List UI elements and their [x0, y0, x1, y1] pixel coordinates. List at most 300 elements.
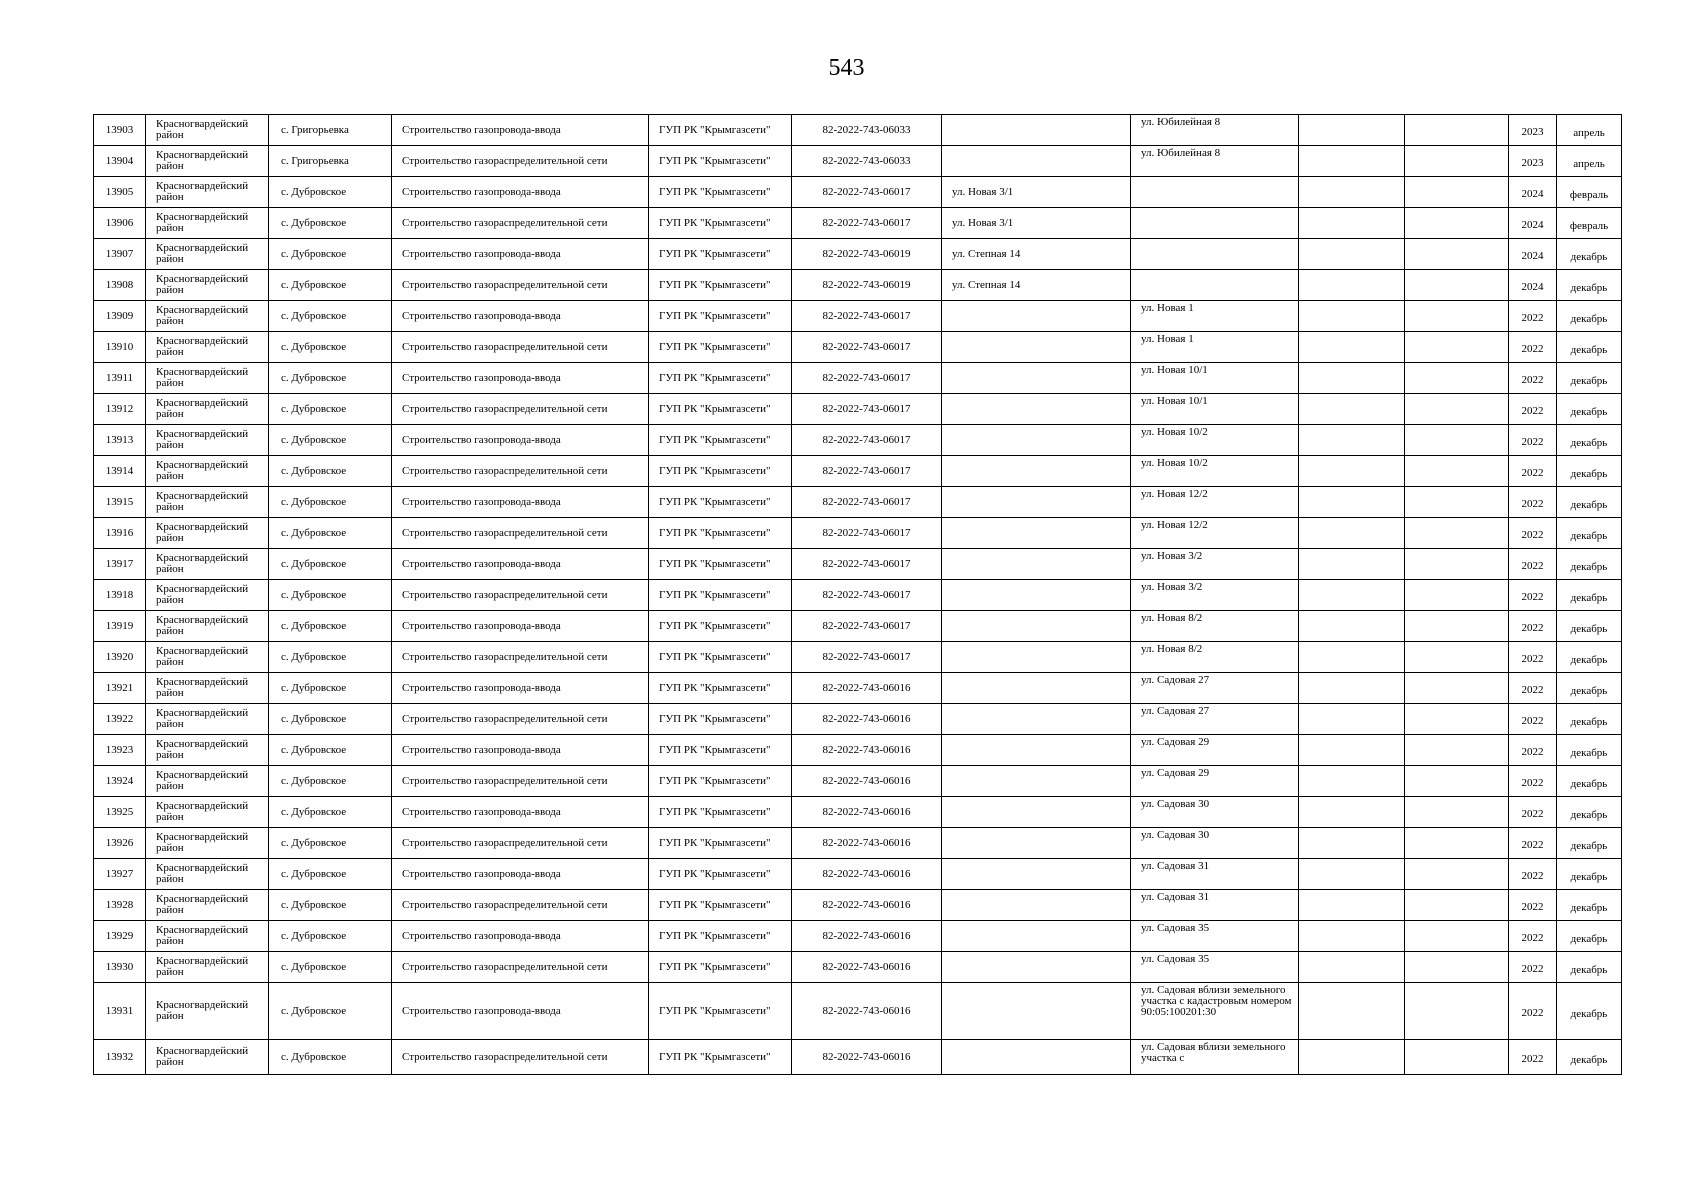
permit-number-cell: 82-2022-743-06016	[792, 952, 942, 983]
address-cell	[942, 301, 1131, 332]
operator-cell: ГУП РК "Крымгазсети"	[649, 704, 792, 735]
empty-cell	[1405, 704, 1509, 735]
month-cell: декабрь	[1557, 921, 1622, 952]
operator-cell: ГУП РК "Крымгазсети"	[649, 363, 792, 394]
empty-cell	[1299, 921, 1405, 952]
empty-cell	[1299, 115, 1405, 146]
work-type-cell: Строительство газораспределительной сети	[392, 890, 649, 921]
empty-cell	[1299, 952, 1405, 983]
row-number: 13905	[94, 177, 146, 208]
empty-cell	[1299, 518, 1405, 549]
empty-cell	[1405, 301, 1509, 332]
empty-cell	[1405, 487, 1509, 518]
address-cell	[942, 983, 1131, 1040]
permit-number-cell: 82-2022-743-06017	[792, 301, 942, 332]
operator-cell: ГУП РК "Крымгазсети"	[649, 456, 792, 487]
work-type-cell: Строительство газопровода-ввода	[392, 487, 649, 518]
operator-cell: ГУП РК "Крымгазсети"	[649, 270, 792, 301]
district-cell: Красногвардейский район	[146, 859, 269, 890]
address-alt-cell: ул. Садовая 30	[1131, 797, 1299, 828]
address-cell	[942, 890, 1131, 921]
permit-number-cell: 82-2022-743-06017	[792, 177, 942, 208]
month-cell: декабрь	[1557, 456, 1622, 487]
table-row	[94, 1040, 1622, 1075]
month-cell: декабрь	[1557, 394, 1622, 425]
address-alt-cell: ул. Садовая вблизи земельного участка с	[1131, 1040, 1299, 1075]
month-cell: декабрь	[1557, 363, 1622, 394]
month-cell: декабрь	[1557, 1040, 1622, 1075]
settlement-cell: с. Дубровское	[269, 921, 392, 952]
work-type-cell: Строительство газопровода-ввода	[392, 797, 649, 828]
address-alt-cell: ул. Садовая 27	[1131, 673, 1299, 704]
work-type-cell: Строительство газораспределительной сети	[392, 518, 649, 549]
year-cell: 2022	[1509, 394, 1557, 425]
month-cell: февраль	[1557, 208, 1622, 239]
year-cell: 2022	[1509, 735, 1557, 766]
address-cell	[942, 611, 1131, 642]
district-cell: Красногвардейский район	[146, 921, 269, 952]
permit-number-cell: 82-2022-743-06033	[792, 115, 942, 146]
year-cell: 2022	[1509, 704, 1557, 735]
district-cell: Красногвардейский район	[146, 146, 269, 177]
work-type-cell: Строительство газопровода-ввода	[392, 549, 649, 580]
row-number: 13912	[94, 394, 146, 425]
empty-cell	[1405, 580, 1509, 611]
month-cell: декабрь	[1557, 952, 1622, 983]
table-row	[94, 735, 1622, 766]
table-row	[94, 549, 1622, 580]
month-cell: декабрь	[1557, 332, 1622, 363]
permit-number-cell: 82-2022-743-06019	[792, 270, 942, 301]
operator-cell: ГУП РК "Крымгазсети"	[649, 797, 792, 828]
settlement-cell: с. Дубровское	[269, 642, 392, 673]
address-alt-cell: ул. Новая 10/2	[1131, 456, 1299, 487]
address-alt-cell: ул. Юбилейная 8	[1131, 115, 1299, 146]
address-cell	[942, 859, 1131, 890]
operator-cell: ГУП РК "Крымгазсети"	[649, 890, 792, 921]
work-type-cell: Строительство газораспределительной сети	[392, 952, 649, 983]
settlement-cell: с. Дубровское	[269, 704, 392, 735]
row-number: 13918	[94, 580, 146, 611]
month-cell: апрель	[1557, 146, 1622, 177]
year-cell: 2022	[1509, 518, 1557, 549]
month-cell: декабрь	[1557, 611, 1622, 642]
row-number: 13915	[94, 487, 146, 518]
empty-cell	[1299, 580, 1405, 611]
operator-cell: ГУП РК "Крымгазсети"	[649, 115, 792, 146]
operator-cell: ГУП РК "Крымгазсети"	[649, 611, 792, 642]
year-cell: 2024	[1509, 270, 1557, 301]
settlement-cell: с. Дубровское	[269, 239, 392, 270]
district-cell: Красногвардейский район	[146, 642, 269, 673]
work-type-cell: Строительство газораспределительной сети	[392, 208, 649, 239]
address-alt-cell: ул. Новая 10/1	[1131, 363, 1299, 394]
permit-number-cell: 82-2022-743-06033	[792, 146, 942, 177]
settlement-cell: с. Дубровское	[269, 983, 392, 1040]
month-cell: декабрь	[1557, 828, 1622, 859]
empty-cell	[1299, 828, 1405, 859]
row-number: 13930	[94, 952, 146, 983]
row-number: 13922	[94, 704, 146, 735]
address-alt-cell: ул. Новая 8/2	[1131, 611, 1299, 642]
year-cell: 2022	[1509, 673, 1557, 704]
table-row	[94, 487, 1622, 518]
empty-cell	[1299, 766, 1405, 797]
permit-number-cell: 82-2022-743-06016	[792, 890, 942, 921]
row-number: 13911	[94, 363, 146, 394]
operator-cell: ГУП РК "Крымгазсети"	[649, 208, 792, 239]
operator-cell: ГУП РК "Крымгазсети"	[649, 1040, 792, 1075]
district-cell: Красногвардейский район	[146, 735, 269, 766]
table-row	[94, 673, 1622, 704]
district-cell: Красногвардейский район	[146, 115, 269, 146]
year-cell: 2022	[1509, 425, 1557, 456]
address-cell	[942, 642, 1131, 673]
table-row	[94, 394, 1622, 425]
operator-cell: ГУП РК "Крымгазсети"	[649, 673, 792, 704]
district-cell: Красногвардейский район	[146, 363, 269, 394]
work-type-cell: Строительство газораспределительной сети	[392, 270, 649, 301]
year-cell: 2022	[1509, 766, 1557, 797]
address-cell	[942, 146, 1131, 177]
empty-cell	[1405, 518, 1509, 549]
permit-number-cell: 82-2022-743-06017	[792, 518, 942, 549]
settlement-cell: с. Дубровское	[269, 363, 392, 394]
month-cell: декабрь	[1557, 270, 1622, 301]
empty-cell	[1405, 890, 1509, 921]
empty-cell	[1405, 673, 1509, 704]
row-number: 13909	[94, 301, 146, 332]
row-number: 13926	[94, 828, 146, 859]
address-cell	[942, 580, 1131, 611]
empty-cell	[1299, 208, 1405, 239]
district-cell: Красногвардейский район	[146, 301, 269, 332]
year-cell: 2022	[1509, 642, 1557, 673]
year-cell: 2022	[1509, 859, 1557, 890]
empty-cell	[1299, 704, 1405, 735]
month-cell: декабрь	[1557, 580, 1622, 611]
work-type-cell: Строительство газопровода-ввода	[392, 301, 649, 332]
work-type-cell: Строительство газопровода-ввода	[392, 735, 649, 766]
district-cell: Красногвардейский район	[146, 890, 269, 921]
operator-cell: ГУП РК "Крымгазсети"	[649, 766, 792, 797]
settlement-cell: с. Дубровское	[269, 394, 392, 425]
permit-number-cell: 82-2022-743-06016	[792, 859, 942, 890]
operator-cell: ГУП РК "Крымгазсети"	[649, 921, 792, 952]
row-number: 13925	[94, 797, 146, 828]
table-row	[94, 859, 1622, 890]
district-cell: Красногвардейский район	[146, 766, 269, 797]
settlement-cell: с. Дубровское	[269, 580, 392, 611]
address-cell	[942, 518, 1131, 549]
work-type-cell: Строительство газопровода-ввода	[392, 177, 649, 208]
address-cell	[942, 766, 1131, 797]
operator-cell: ГУП РК "Крымгазсети"	[649, 952, 792, 983]
row-number: 13906	[94, 208, 146, 239]
district-cell: Красногвардейский район	[146, 549, 269, 580]
work-type-cell: Строительство газораспределительной сети	[392, 828, 649, 859]
empty-cell	[1405, 177, 1509, 208]
permit-number-cell: 82-2022-743-06016	[792, 828, 942, 859]
empty-cell	[1405, 239, 1509, 270]
empty-cell	[1405, 611, 1509, 642]
year-cell: 2023	[1509, 115, 1557, 146]
year-cell: 2022	[1509, 611, 1557, 642]
address-cell	[942, 673, 1131, 704]
row-number: 13903	[94, 115, 146, 146]
settlement-cell: с. Григорьевка	[269, 146, 392, 177]
table-row	[94, 239, 1622, 270]
address-alt-cell: ул. Новая 3/2	[1131, 580, 1299, 611]
month-cell: декабрь	[1557, 735, 1622, 766]
district-cell: Красногвардейский район	[146, 580, 269, 611]
work-type-cell: Строительство газопровода-ввода	[392, 983, 649, 1040]
permit-number-cell: 82-2022-743-06017	[792, 487, 942, 518]
row-number: 13920	[94, 642, 146, 673]
address-cell	[942, 797, 1131, 828]
month-cell: декабрь	[1557, 642, 1622, 673]
empty-cell	[1299, 673, 1405, 704]
district-cell: Красногвардейский район	[146, 828, 269, 859]
permit-number-cell: 82-2022-743-06019	[792, 239, 942, 270]
permit-number-cell: 82-2022-743-06017	[792, 642, 942, 673]
settlement-cell: с. Дубровское	[269, 177, 392, 208]
permit-number-cell: 82-2022-743-06016	[792, 704, 942, 735]
empty-cell	[1299, 642, 1405, 673]
settlement-cell: с. Дубровское	[269, 270, 392, 301]
permit-number-cell: 82-2022-743-06017	[792, 332, 942, 363]
address-alt-cell: ул. Юбилейная 8	[1131, 146, 1299, 177]
row-number: 13916	[94, 518, 146, 549]
table-row	[94, 642, 1622, 673]
work-type-cell: Строительство газораспределительной сети	[392, 642, 649, 673]
table-row	[94, 890, 1622, 921]
row-number: 13928	[94, 890, 146, 921]
district-cell: Красногвардейский район	[146, 673, 269, 704]
table-row	[94, 363, 1622, 394]
empty-cell	[1299, 797, 1405, 828]
year-cell: 2022	[1509, 456, 1557, 487]
address-cell	[942, 704, 1131, 735]
empty-cell	[1405, 270, 1509, 301]
work-type-cell: Строительство газораспределительной сети	[392, 394, 649, 425]
year-cell: 2022	[1509, 332, 1557, 363]
permit-number-cell: 82-2022-743-06017	[792, 425, 942, 456]
district-cell: Красногвардейский район	[146, 177, 269, 208]
empty-cell	[1405, 394, 1509, 425]
empty-cell	[1299, 890, 1405, 921]
table-row	[94, 983, 1622, 1040]
empty-cell	[1405, 549, 1509, 580]
work-type-cell: Строительство газораспределительной сети	[392, 704, 649, 735]
empty-cell	[1405, 115, 1509, 146]
address-cell: ул. Степная 14	[942, 239, 1131, 270]
district-cell: Красногвардейский район	[146, 425, 269, 456]
row-number: 13919	[94, 611, 146, 642]
settlement-cell: с. Дубровское	[269, 425, 392, 456]
empty-cell	[1405, 332, 1509, 363]
empty-cell	[1405, 146, 1509, 177]
settlement-cell: с. Дубровское	[269, 735, 392, 766]
settlement-cell: с. Дубровское	[269, 859, 392, 890]
settlement-cell: с. Дубровское	[269, 487, 392, 518]
address-alt-cell: ул. Садовая вблизи земельного участка с кадастровым номером 90:05:100201:30	[1131, 983, 1299, 1040]
operator-cell: ГУП РК "Крымгазсети"	[649, 828, 792, 859]
settlement-cell: с. Дубровское	[269, 766, 392, 797]
district-cell: Красногвардейский район	[146, 487, 269, 518]
district-cell: Красногвардейский район	[146, 208, 269, 239]
month-cell: декабрь	[1557, 301, 1622, 332]
district-cell: Красногвардейский район	[146, 394, 269, 425]
permit-number-cell: 82-2022-743-06017	[792, 611, 942, 642]
address-alt-cell: ул. Новая 3/2	[1131, 549, 1299, 580]
settlement-cell: с. Дубровское	[269, 301, 392, 332]
work-type-cell: Строительство газопровода-ввода	[392, 921, 649, 952]
permit-number-cell: 82-2022-743-06017	[792, 549, 942, 580]
address-alt-cell: ул. Садовая 35	[1131, 952, 1299, 983]
operator-cell: ГУП РК "Крымгазсети"	[649, 580, 792, 611]
permit-number-cell: 82-2022-743-06017	[792, 363, 942, 394]
address-alt-cell: ул. Садовая 31	[1131, 859, 1299, 890]
district-cell: Красногвардейский район	[146, 611, 269, 642]
work-type-cell: Строительство газопровода-ввода	[392, 425, 649, 456]
permit-number-cell: 82-2022-743-06017	[792, 580, 942, 611]
address-alt-cell: ул. Новая 10/1	[1131, 394, 1299, 425]
permit-number-cell: 82-2022-743-06017	[792, 208, 942, 239]
permit-number-cell: 82-2022-743-06016	[792, 797, 942, 828]
row-number: 13914	[94, 456, 146, 487]
district-cell: Красногвардейский район	[146, 270, 269, 301]
table-row	[94, 766, 1622, 797]
work-type-cell: Строительство газораспределительной сети	[392, 580, 649, 611]
table-row	[94, 146, 1622, 177]
month-cell: декабрь	[1557, 549, 1622, 580]
operator-cell: ГУП РК "Крымгазсети"	[649, 301, 792, 332]
address-alt-cell: ул. Садовая 30	[1131, 828, 1299, 859]
empty-cell	[1405, 208, 1509, 239]
year-cell: 2024	[1509, 208, 1557, 239]
row-number: 13929	[94, 921, 146, 952]
settlement-cell: с. Дубровское	[269, 952, 392, 983]
year-cell: 2022	[1509, 301, 1557, 332]
operator-cell: ГУП РК "Крымгазсети"	[649, 394, 792, 425]
empty-cell	[1405, 952, 1509, 983]
empty-cell	[1299, 487, 1405, 518]
work-type-cell: Строительство газопровода-ввода	[392, 859, 649, 890]
permit-number-cell: 82-2022-743-06016	[792, 766, 942, 797]
work-type-cell: Строительство газопровода-ввода	[392, 673, 649, 704]
work-type-cell: Строительство газопровода-ввода	[392, 115, 649, 146]
settlement-cell: с. Дубровское	[269, 332, 392, 363]
table-row	[94, 270, 1622, 301]
work-type-cell: Строительство газопровода-ввода	[392, 363, 649, 394]
settlement-cell: с. Дубровское	[269, 797, 392, 828]
settlement-cell: с. Дубровское	[269, 1040, 392, 1075]
settlement-cell: с. Григорьевка	[269, 115, 392, 146]
empty-cell	[1405, 425, 1509, 456]
month-cell: декабрь	[1557, 704, 1622, 735]
page-number: 543	[828, 55, 865, 81]
table-row	[94, 177, 1622, 208]
table-row	[94, 301, 1622, 332]
address-cell	[942, 363, 1131, 394]
row-number: 13908	[94, 270, 146, 301]
year-cell: 2022	[1509, 921, 1557, 952]
district-cell: Красногвардейский район	[146, 332, 269, 363]
work-type-cell: Строительство газопровода-ввода	[392, 239, 649, 270]
month-cell: февраль	[1557, 177, 1622, 208]
operator-cell: ГУП РК "Крымгазсети"	[649, 332, 792, 363]
address-cell	[942, 921, 1131, 952]
row-number: 13913	[94, 425, 146, 456]
year-cell: 2024	[1509, 239, 1557, 270]
empty-cell	[1299, 394, 1405, 425]
empty-cell	[1405, 456, 1509, 487]
operator-cell: ГУП РК "Крымгазсети"	[649, 177, 792, 208]
address-alt-cell	[1131, 208, 1299, 239]
table-row	[94, 425, 1622, 456]
empty-cell	[1405, 828, 1509, 859]
empty-cell	[1299, 177, 1405, 208]
address-cell	[942, 487, 1131, 518]
table-row	[94, 704, 1622, 735]
settlement-cell: с. Дубровское	[269, 518, 392, 549]
table-row	[94, 208, 1622, 239]
year-cell: 2022	[1509, 828, 1557, 859]
register-table	[93, 114, 1622, 1075]
empty-cell	[1405, 983, 1509, 1040]
row-number: 13917	[94, 549, 146, 580]
table-row	[94, 115, 1622, 146]
year-cell: 2022	[1509, 580, 1557, 611]
address-alt-cell: ул. Садовая 29	[1131, 766, 1299, 797]
district-cell: Красногвардейский район	[146, 239, 269, 270]
address-alt-cell: ул. Новая 8/2	[1131, 642, 1299, 673]
month-cell: декабрь	[1557, 673, 1622, 704]
operator-cell: ГУП РК "Крымгазсети"	[649, 735, 792, 766]
empty-cell	[1299, 363, 1405, 394]
month-cell: декабрь	[1557, 859, 1622, 890]
empty-cell	[1299, 425, 1405, 456]
operator-cell: ГУП РК "Крымгазсети"	[649, 239, 792, 270]
table-row	[94, 332, 1622, 363]
month-cell: декабрь	[1557, 239, 1622, 270]
address-alt-cell	[1131, 239, 1299, 270]
empty-cell	[1299, 549, 1405, 580]
district-cell: Красногвардейский район	[146, 1040, 269, 1075]
table-row	[94, 611, 1622, 642]
permit-number-cell: 82-2022-743-06016	[792, 673, 942, 704]
empty-cell	[1405, 642, 1509, 673]
work-type-cell: Строительство газопровода-ввода	[392, 611, 649, 642]
month-cell: декабрь	[1557, 890, 1622, 921]
work-type-cell: Строительство газораспределительной сети	[392, 1040, 649, 1075]
district-cell: Красногвардейский район	[146, 518, 269, 549]
district-cell: Красногвардейский район	[146, 456, 269, 487]
address-cell	[942, 1040, 1131, 1075]
work-type-cell: Строительство газораспределительной сети	[392, 456, 649, 487]
address-alt-cell: ул. Садовая 27	[1131, 704, 1299, 735]
empty-cell	[1299, 859, 1405, 890]
district-cell: Красногвардейский район	[146, 704, 269, 735]
work-type-cell: Строительство газораспределительной сети	[392, 766, 649, 797]
address-alt-cell: ул. Новая 1	[1131, 301, 1299, 332]
address-cell	[942, 115, 1131, 146]
work-type-cell: Строительство газораспределительной сети	[392, 332, 649, 363]
district-cell: Красногвардейский район	[146, 952, 269, 983]
month-cell: декабрь	[1557, 797, 1622, 828]
address-alt-cell	[1131, 270, 1299, 301]
